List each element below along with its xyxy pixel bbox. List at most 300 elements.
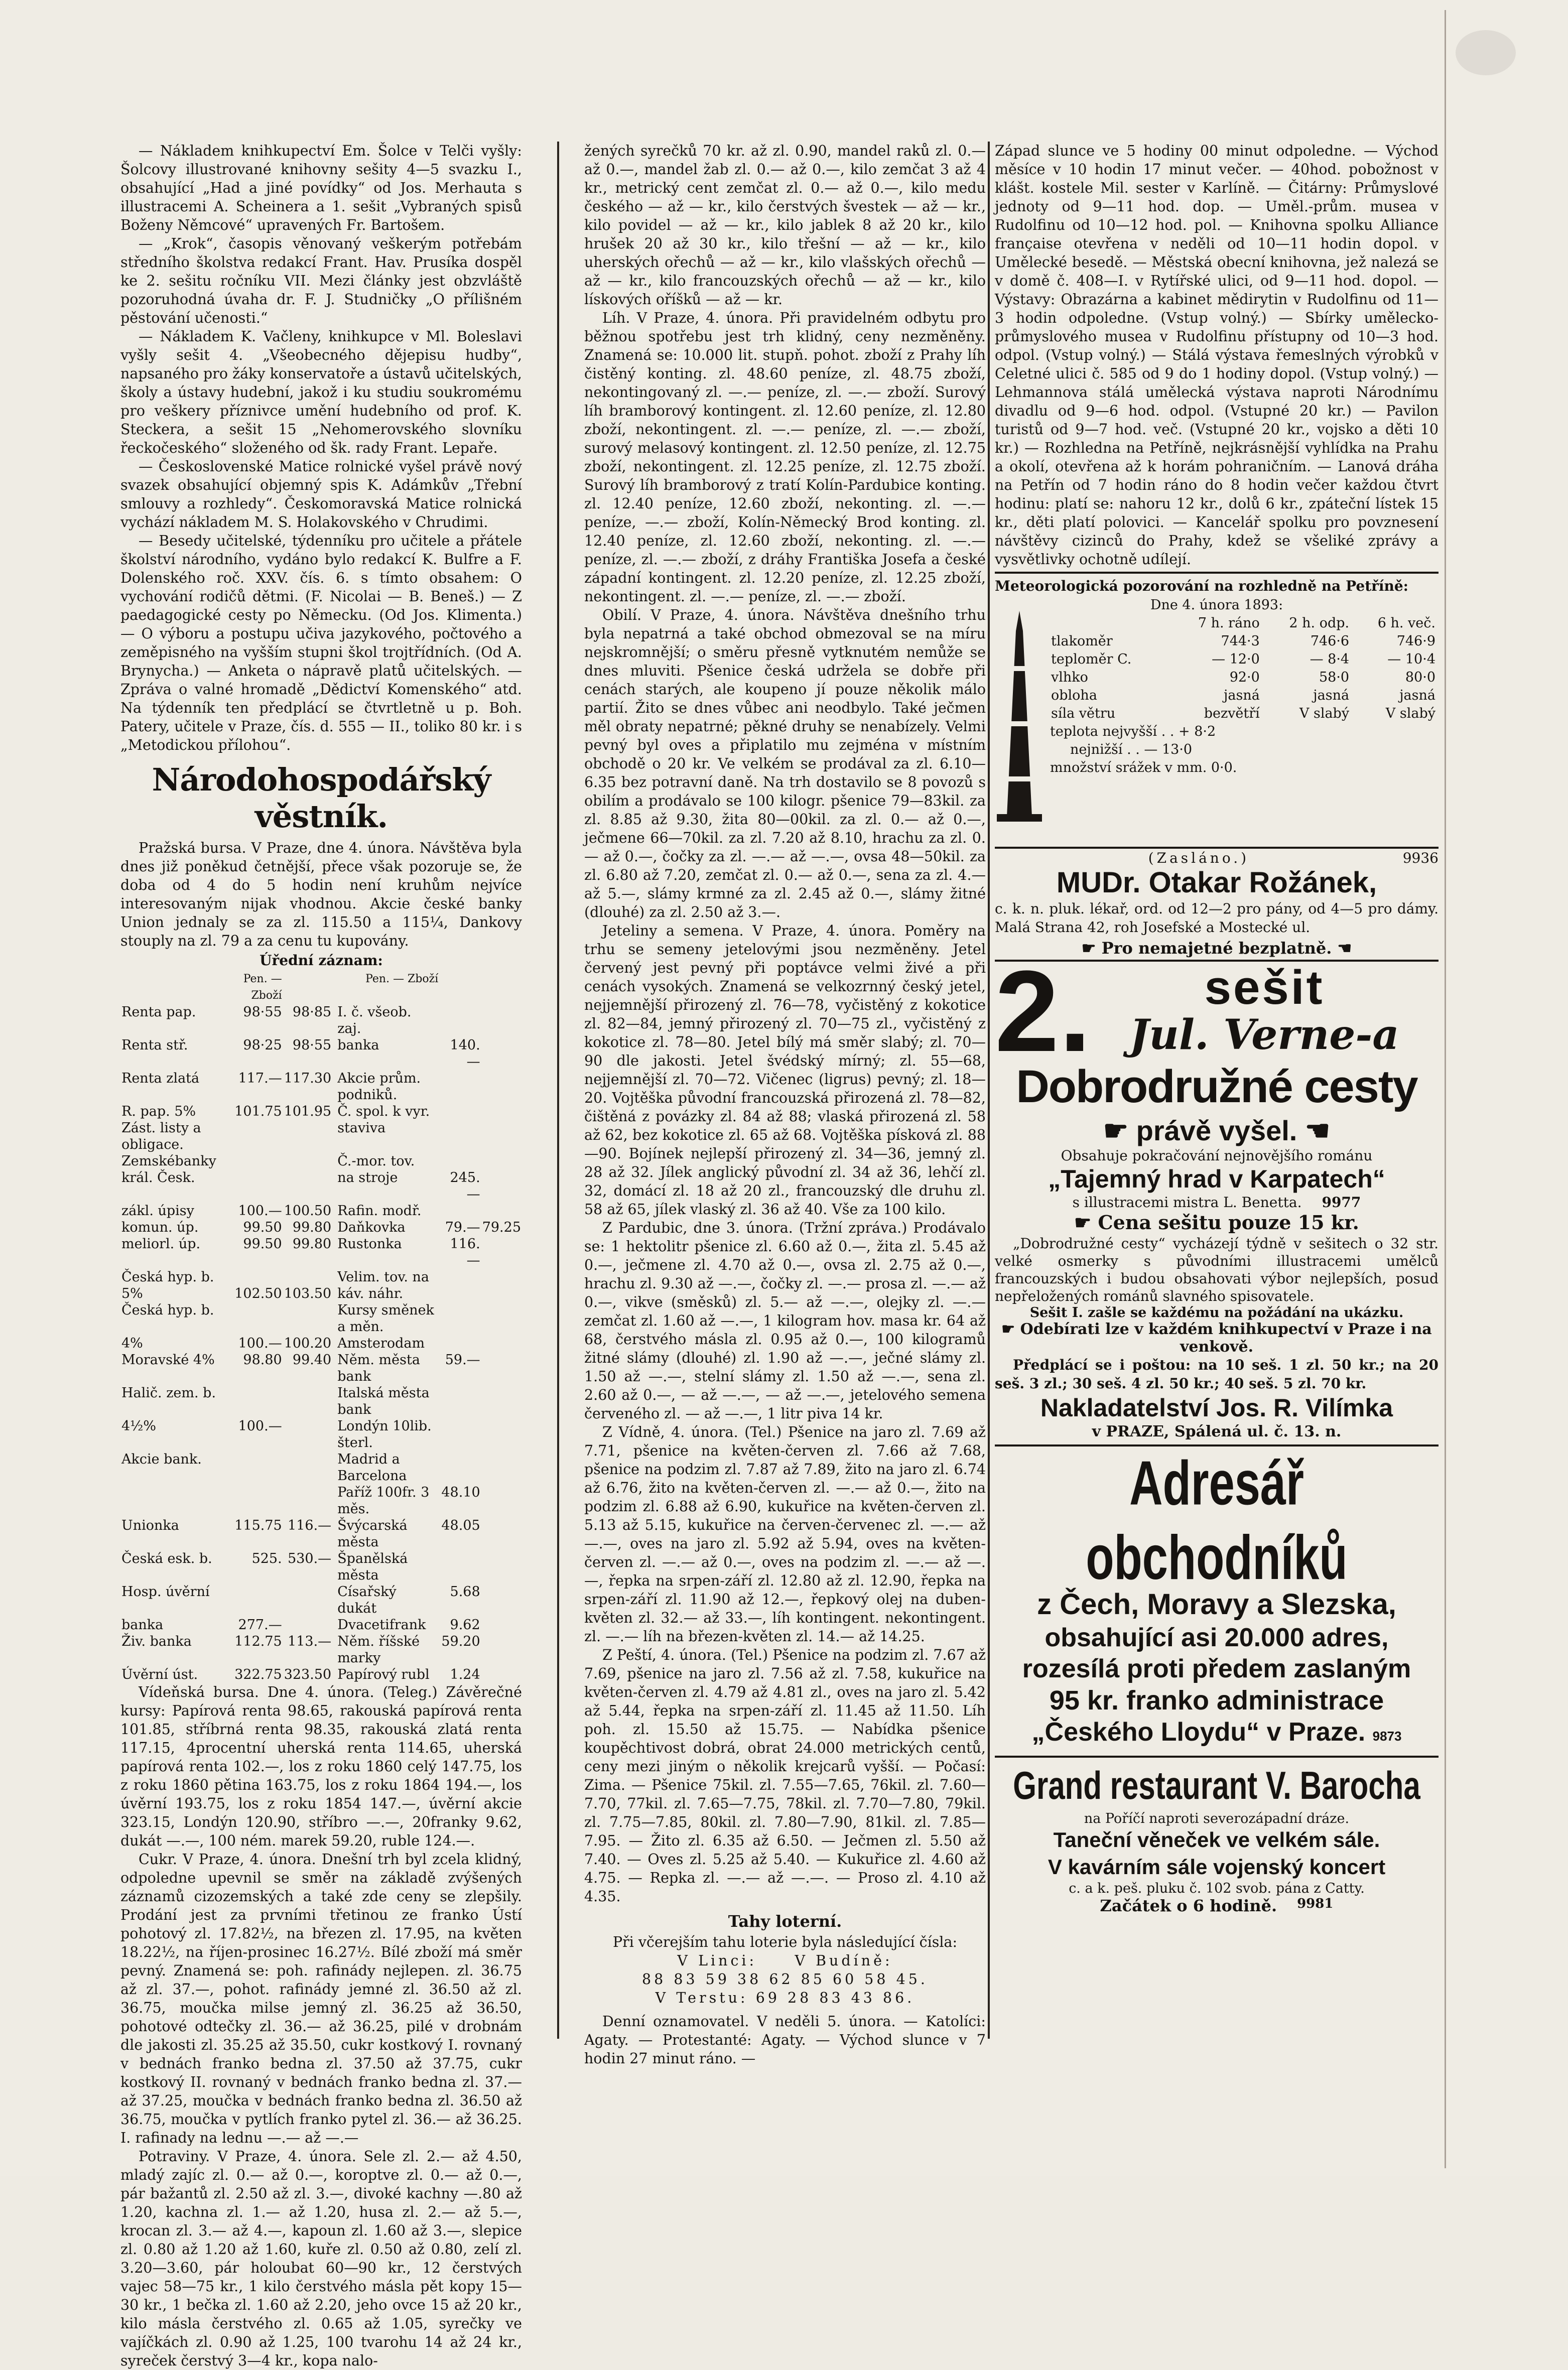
ad-directory-line: rozesílá proti předem zaslaným: [1022, 1654, 1411, 1683]
table-cell: 323.50: [284, 1667, 332, 1682]
table-cell: [481, 1153, 522, 1169]
table-cell: 102.50: [234, 1286, 282, 1301]
exchange-table-body: [120, 971, 522, 1683]
table-cell: 1.24: [450, 1667, 480, 1682]
table-row: [120, 1103, 522, 1120]
ad-line-text: Odebírati lze v každém knihkupectví v Praze i na venkově.: [1020, 1321, 1432, 1356]
ad-footer-text: Pro nemajetné bezplatně.: [1101, 939, 1332, 958]
table-cell: 99.50: [243, 1220, 282, 1235]
table-cell: [481, 1484, 522, 1517]
meteo-cell: [1050, 614, 1169, 632]
table-cell: [481, 1285, 522, 1302]
ad-body: „Dobrodružné cesty“ vycházejí týdně v sešitech o 32 str. velké osmerky s původními illustracemi umělců francouzských i budou obsahovati výbor nejlepších, posud nepřeložených románů slavného spisovatele.: [995, 1235, 1439, 1304]
table-cell: Hosp. úvěrní: [121, 1584, 210, 1600]
table-cell: Švýcarská města: [337, 1518, 408, 1550]
table-cell: Dvacetifrank: [337, 1617, 426, 1633]
table-cell: 48.10: [441, 1485, 480, 1500]
table-cell: Daňkovka: [337, 1220, 406, 1235]
table-cell: Renta stř.: [121, 1037, 188, 1053]
table-cell: 140.—: [450, 1037, 480, 1070]
ad-price-text: Cena sešitu pouze 15 kr.: [1098, 1211, 1359, 1234]
table-row: [120, 1070, 522, 1103]
table-cell: Halič. zem. b.: [121, 1385, 216, 1401]
column-right: [995, 142, 1439, 2039]
table-cell: [481, 1352, 522, 1385]
ad-header: [995, 850, 1439, 866]
column-middle: [584, 142, 986, 2067]
ad-directory-line: 95 kr. franko administrace: [1049, 1685, 1384, 1716]
table-cell: 99.80: [292, 1220, 332, 1235]
table-cell: Č. spol. k vyr.: [337, 1104, 430, 1119]
meteo-col-head: 7 h. ráno: [1198, 615, 1260, 631]
meteo-cell: obloha: [1051, 688, 1097, 703]
table-cell: [481, 1004, 522, 1037]
meteo-cell: — 10·4: [1387, 651, 1435, 667]
meteo-extra: teplota nejvyšší . . + 8·2: [1050, 724, 1216, 739]
table-row: [120, 1617, 522, 1633]
ad-publisher: Nakladatelství Jos. R. Vilímka: [1040, 1394, 1393, 1422]
news-paragraph: Denní oznamovatel. V neděli 5. února. — Katolíci: Agaty. — Protestanté: Agaty. — Východ slunce v 7 hodin 27 minut ráno. —: [584, 2013, 986, 2067]
ad-address: v PRAZE, Spálená ul. č. 13. n.: [1092, 1423, 1342, 1440]
table-row: [120, 971, 522, 1004]
table-cell: Španělská města: [337, 1551, 408, 1583]
ad-directory-line: obsahující asi 20.000 adres,: [1044, 1623, 1389, 1652]
table-cell: Renta pap.: [121, 1004, 196, 1020]
ad-verne-title-wrap: [1090, 961, 1439, 1059]
table-row: [120, 1302, 522, 1335]
table-cell: Italská města bank: [337, 1385, 430, 1417]
meteo-cell: 58·0: [1319, 670, 1350, 685]
table-row: [120, 1584, 522, 1617]
table-cell: [228, 1302, 283, 1335]
table-cell: banka: [121, 1617, 164, 1633]
table-cell: I. č. všeob. zaj.: [337, 1004, 412, 1036]
table-cell: 116.—: [288, 1518, 332, 1533]
news-paragraph: Cukr. V Praze, 4. února. Dnešní trh byl zcela klidný, odpoledne upevnil se směr na základě zvýšených záznamů cizozemských a také zde ceny se zlepšily. Prodání jest za prvními třetinou ze franko Ústí pohotový zl. 17.82½, na březen zl. 17.95, na květen 18.22½, na říjen-prosinec 16.27½. Bílé zboží má směr pevný. Znamená se: poh. rafinády nejlepen. zl. 36.75 až zl. 37.—, pohot. rafinády jemné zl. 36.50 až zl. 36.75, moučka milse jemný zl. 36.25 až 36.50, pohotové odtečky zl. 36.— až 36.25, pilé v drobnám dle jakosti zl. 35.25 až 35.50, cukr kostkový I. rovnaný v bednách franko bedna zl. 37.50 až 37.75, cukr kostkový II. rovnaný v bednách franko bedna zl. 37.— až 37.25, moučka v bednách franko bedna zl. 36.50 až 36.75, moučka v pytlích franko pytel zl. 36.— až 36.25. I. rafinady na lednu —.— až —.—: [120, 1851, 522, 2146]
meteo-title: Meteorologická pozorování na rozhledně na Petříně:: [995, 578, 1409, 594]
meteo-row: [1050, 632, 1436, 650]
table-cell: Velim. tov. na: [337, 1269, 430, 1285]
pointing-hand-icon: ☛: [1074, 1211, 1098, 1234]
table-row: [120, 1451, 522, 1484]
news-paragraph: Vídeňská bursa. Dne 4. února. (Teleg.) Závěrečné kursy: Papírová renta 98.65, rakouská papírová renta 101.85, stříbrná renta 98.35, rakouská zlatá renta 117.15, 4procentní uherská renta 114.65, uherská papírová renta 102.—, los z roku 1860 celý 147.75, los z roku 1860 pětina 163.75, los z roku 1864 194.—, los úvěrní 193.75, los z roku 1854 147.—, úvěrní akcie 323.15, Londýn 120.90, stříbro —.—, 20franky 9.62, dukát —.—, 100 ném. marek 59.20, ruble 124.—.: [120, 1684, 522, 1849]
table-cell: Amsterodam: [337, 1336, 425, 1351]
table-cell: Živ. banka: [121, 1634, 192, 1649]
pointing-hand-icon: ☛: [1001, 1321, 1020, 1338]
table-row: [120, 1037, 522, 1070]
page-edge-line: [1445, 10, 1446, 2168]
table-row: [120, 1120, 522, 1153]
table-cell: [283, 971, 332, 1004]
table-cell: Londýn 10lib. šterl.: [337, 1418, 432, 1451]
news-paragraph: Z Peští, 4. února. (Tel.) Pšenice na podzim zl. 7.67 až 7.69, pšenice na jaro zl. 7.56 až zl. 7.58, kukuřice na květen-červen zl. 4.79 až 4.81 zl., oves na jaro zl. 5.42 až 5.44, řepka na srpen-září zl. 11.45 až 11.50. Líh poh. zl. 15.50 až 15.75. — Nabídka pšenice koupěchtivost dobrá, obrat 24.000 metrických centů, ceny mezi jiným o několik krejcarů vyšší. — Počasí: Zima. — Pšenice 75kil. zl. 7.55—7.65, 76kil. zl. 7.60—7.70, 77kil. zl. 7.65—7.75, 78kil. zl. 7.70—7.80, 79kil. zl. 7.75—7.85, 80kil. zl. 7.80—7.90, 81kil. zl. 7.85—7.95. — Žito zl. 6.35 až 6.50. — Ječmen zl. 5.50 až 7.40. — Oves zl. 5.25 až 5.40. — Kukuřice zl. 4.60 až 4.75. — Repka zl. —.— až —.—. — Proso zl. 4.10 až 4.35.: [584, 1647, 986, 1905]
meteo-extra: množství srážek v mm. 0·0.: [1050, 760, 1237, 775]
news-paragraph: — Československé Matice rolnické vyšel právě nový svazek obsahující objemný spis K. Adámkův „Třební smlouvy a rozhledy“. Českomoravská Matice rolnická vychází nákladem M. S. Holakovského v Chrudimi.: [120, 458, 522, 531]
table-cell: 112.75: [234, 1634, 282, 1649]
table-cell: 100.50: [284, 1203, 332, 1219]
table-cell: 5.68: [450, 1584, 480, 1600]
ad-novel-title: „Tajemný hrad v Karpatech“: [1048, 1165, 1385, 1193]
table-cell: zákl. úpisy: [121, 1203, 194, 1219]
meteo-cell: teploměr C.: [1051, 651, 1132, 667]
table-cell: 4%: [121, 1336, 143, 1351]
meteo-table: [1050, 614, 1436, 723]
table-cell: [283, 1169, 332, 1203]
meteo-row: [1050, 669, 1436, 687]
ad-directory-sub: z Čech, Moravy a Slezska,: [1037, 1588, 1396, 1621]
lottery-cities: [584, 1951, 986, 1970]
table-cell: [481, 1335, 522, 1352]
meteo-cell: — 8·4: [1310, 651, 1350, 667]
table-cell: [283, 1584, 332, 1617]
table-cell: [283, 1120, 332, 1153]
table-cell: 103.50: [284, 1286, 332, 1301]
table-cell: [481, 1517, 522, 1550]
lottery-city: V Budíně:: [795, 1952, 893, 1969]
ad-directory-title: Adresář obchodníků: [1086, 1449, 1348, 1593]
column-divider-1: [557, 142, 559, 2039]
table-cell: 59.—: [445, 1352, 480, 1368]
meteo-cell: 746·9: [1396, 633, 1435, 649]
meteo-date: Dne 4. února 1893:: [1150, 597, 1283, 613]
table-cell: Papírový rubl: [337, 1667, 430, 1682]
ad-line: [995, 1321, 1439, 1356]
table-cell: 98·25: [243, 1037, 282, 1053]
ad-rozanek: [995, 847, 1439, 958]
meteo-row: [1050, 705, 1436, 723]
table-row: [120, 1153, 522, 1169]
table-cell: [439, 1285, 481, 1302]
table-cell: [481, 1584, 522, 1617]
table-cell: 117.—: [238, 1071, 282, 1086]
table-cell: Česká hyp. b.: [121, 1269, 214, 1285]
section-title: Národohospodářský věstník.: [152, 761, 491, 835]
table-cell: káv. náhr.: [337, 1286, 404, 1301]
petrin-tower-illustration: [997, 611, 1042, 822]
table-row: [120, 1484, 522, 1517]
table-cell: [481, 1103, 522, 1120]
table-cell: [228, 1120, 283, 1153]
table-cell: [439, 1418, 481, 1451]
ad-directory: [995, 1444, 1439, 1752]
table-cell: 530.—: [288, 1551, 332, 1566]
meteo-col-head: 6 h. več.: [1377, 615, 1435, 631]
table-cell: Unionka: [121, 1518, 179, 1533]
ad-code: 9981: [1297, 1896, 1334, 1911]
table-cell: [439, 1120, 481, 1153]
news-paragraph: Z Vídně, 4. února. (Tel.) Pšenice na jaro zl. 7.69 až 7.71, pšenice na květen-červen zl. 7.66 až 7.68, pšenice na podzim zl. 7.87 až 7.89, žito na jaro zl. 6.74 až 6.76, žito na květen-červen zl. —.— až 0.—, žito na podzim zl. 6.88 až 6.90, kukuřice na květen-červen zl. 5.13 až 5.15, kukuřice na červen-červenec zl. —.— až —.—, oves na jaro zl. 5.92 až 5.94, oves na květen-červen zl. —.— až 0.—, oves na podzim zl. —.— až —.—, řepka na srpen-září zl. 12.80 až zl. 12.90, řepka na srpen-září zl. 11.90 až 12.—, řepkový olej na duben-květen zl. 32.— až 33.—, líh kontingent. nekontingent. zl. —.— líh na březen-květen zl. 14.— až 14.25.: [584, 1424, 986, 1645]
meteo-cell: bezvětří: [1204, 706, 1260, 721]
table-cell: [481, 1617, 522, 1633]
news-paragraph: — „Krok“, časopis věnovaný veškerým potřebám středního školstva redakcí Frant. Hav. Prusíka dospěl ke 2. sešitu ročníku VII. Mezi články jest obzvláště pozoruhodná úvaha dr. F. J. Studničky „O přílišném pěstování učenosti.“: [120, 235, 522, 326]
table-cell: 98·55: [243, 1004, 282, 1020]
table-cell: [283, 1153, 332, 1169]
table-row: [120, 1269, 522, 1285]
meteo-cell: síla větru: [1051, 706, 1116, 721]
lottery-numbers: 88 83 59 38 62 85 60 58 45.: [642, 1971, 928, 1988]
table-cell: Česká hyp. b.: [121, 1302, 214, 1318]
table-cell: 100.—: [238, 1203, 282, 1219]
pointing-hand-icon: ☚: [1332, 939, 1352, 958]
ad-subscription: Předplácí se i poštou: na 10 seš. 1 zl. 50 kr.; na 20 seš. 3 zl.; 30 seš. 4 zl. 50 kr.; 40 seš. 5 zl. 70 kr.: [995, 1357, 1439, 1392]
table-cell: 322.75: [234, 1667, 282, 1682]
table-cell: [283, 1302, 332, 1335]
table-cell: [439, 1451, 481, 1484]
pointing-hand-icon: ☚: [1297, 1115, 1331, 1146]
table-cell: [481, 1120, 522, 1153]
table-cell: 113.—: [288, 1634, 332, 1649]
table-cell: Císařský dukát: [337, 1584, 397, 1616]
news-paragraph: — Besedy učitelské, týdenníku pro učitele a přátele školství národního, vydáno bylo redakcí K. Bulfre a F. Dolenského roč. XXV. čís. 6. s tímto obsahem: O vychování rodičů dětmi. (F. Nicolai — B. Beneš.) — Z paedagogické cesty po Německu. (Od Jos. Klimenta.) — O výboru a postupu učiva jazykového, počtového a zeměpisného na vyšším stupni škol trojtřídních. (Od A. Brynycha.) — Anketa o nápravě platů učitelských. — Zpráva o valné hromadě „Dědictví Komenského“ atd. Na týdenník ten předplácí se čtvrtletně u p. Boh. Patery, učitele v Praze, čís. d. 555 — II., toliko 80 kr. i s „Metodickou přílohou“.: [120, 533, 522, 753]
table-cell: [481, 1418, 522, 1451]
meteo-cell: jasná: [1313, 688, 1350, 703]
meteo-col-head: 2 h. odp.: [1289, 615, 1350, 631]
table-cell: 5%: [121, 1286, 143, 1301]
exchange-table: [120, 971, 522, 1683]
ad-restaurant-title: Grand restaurant V. Barocha: [1013, 1763, 1420, 1807]
table-cell: [481, 1269, 522, 1285]
table-cell: 245.—: [450, 1170, 480, 1202]
table-cell: 101.75: [234, 1104, 282, 1119]
ad-restaurant-line: Taneční věneček ve velkém sále.: [1053, 1828, 1380, 1852]
ad-restaurant-footer: [995, 1896, 1439, 1915]
meteo-cell: jasná: [1399, 688, 1435, 703]
news-paragraph: Pražská bursa. V Praze, dne 4. února. Návštěva byla dnes již poněkud četnější, přece však pozoruje se, že doba od 4 do 5 hodin není kruhům nejvíce interesovaným nijak vhodnou. Akcie české banky Union jednaly se za zl. 115.50 a 115¼, Dankovy stouply na zl. 79 a za cenu tu kupovány.: [120, 840, 522, 949]
table-cell: [228, 1584, 283, 1617]
table-cell: Rustonka: [337, 1236, 402, 1252]
table-cell: [120, 971, 228, 1004]
meteo-rows: [1050, 632, 1436, 723]
table-cell: [439, 971, 481, 1004]
table-row: [120, 1203, 522, 1219]
news-paragraph: žených syrečků 70 kr. až zl. 0.90, mandel raků zl. 0.— až 0.—, mandel žab zl. 0.— až 0.—, kilo zemčat 3 až 4 kr., metrický cent zemčat zl. 0.— až 0.—, kilo medu českého — až — kr., kilo čerstvých švestek — až — kr., kilo povidel — až — kr., kilo jablek 8 až 20 kr., kilo hrušek 20 až 30 kr., kilo třešní — až — kr., kilo uherských ořechů — až — kr., kilo vlašských ořechů — až — kr., kilo francouzských ořechů — až — kr., kilo lískových oříšků — až — kr.: [584, 143, 986, 308]
table-cell: [439, 1153, 481, 1169]
table-cell: 117.30: [284, 1071, 332, 1086]
table-cell: na stroje: [337, 1170, 398, 1186]
ad-code: 9873: [1372, 1729, 1402, 1744]
table-cell: 99.50: [243, 1236, 282, 1252]
table-cell: banka: [337, 1037, 379, 1053]
table-row: [120, 1550, 522, 1584]
table-cell: Úvěrní úst.: [121, 1667, 198, 1682]
table-cell: [481, 1385, 522, 1418]
table-cell: Rafin. modř.: [337, 1203, 422, 1219]
table-cell: 100.20: [284, 1336, 332, 1351]
table-cell: 99.40: [292, 1352, 332, 1368]
lottery-numbers: V Terstu: 69 28 83 43 86.: [655, 1990, 915, 2006]
ad-line: Sešit I. zašle se každému na požádání na ukázku.: [1029, 1305, 1404, 1321]
table-cell: Zemskébanky: [121, 1153, 216, 1169]
table-row: [120, 1219, 522, 1236]
table-cell: 100.—: [238, 1336, 282, 1351]
table-row: [120, 1352, 522, 1385]
table-cell: 115.75: [234, 1518, 282, 1533]
news-paragraph: Západ slunce ve 5 hodiny 00 minut odpoledne. — Východ měsíce v 10 hodin 17 minut večer. — 40hod. pobožnost v klášt. kostele Mil. sester v Karlíně. — Čitárny: Průmyslové jednoty od 9—11 hod. dop. — Uměl.-prům. musea v Rudolfinu od 10—12 hod. pol. — Knihovna spolku Alliance française otevřena v neděli od 10—11 hodin dopol. v Umělecké besedě. — Městská obecní knihovna, jež nalezá se v domě č. 408—I. v Rytířské ulici, od 9—11 hod. dopol. — Výstavy: Obrazárna a kabinet mědirytin v Rudolfinu od 11—3 hodin odpoledne. (Vstup volný.) — Sbírky umělecko-průmyslového musea v Rudolfinu přístupny od 10—3 hod. odpol. (Vstup volný.) — Stálá výstava řemeslných výrobků v Celetné ulici č. 585 od 9 do 1 hodiny dopol. (Vstup volný.) — Lehmannova stálá umělecká výstava naproti Národnímu divadlu od 9—6 hod. odpol. (Vstupné 20 kr.) — Pavilon turistů od 9—7 hod. več. (Vstupné 20 kr., vojsko a děti 10 kr.) — Rozhledna na Petříně, nejkrásnější vyhlídka na Prahu a okolí, otevřena až k horám pohraničním. — Lanová dráha na Petřín od 7 hodin ráno do 8 hodin večer každou čtvrt hodinu: platí se: nahoru 12 kr., dolů 6 kr., zpáteční lístek 15 kr., děti platí polovici. — Kancelář spolku pro povznesení návštěvy cizinců do Prahy, kdež se všeliké zprávy a vysvětlivky ochotně udílejí.: [995, 143, 1439, 568]
meteo-cell: 746·6: [1310, 633, 1350, 649]
meteo-row: [1050, 650, 1436, 669]
table-cell: Madrid a Barcelona: [337, 1452, 407, 1484]
meteo-cell: 80·0: [1405, 670, 1435, 685]
table-cell: [228, 1484, 283, 1517]
table-cell: [283, 1617, 332, 1633]
table-cell: [283, 1385, 332, 1418]
meteo-cell: tlakoměr: [1051, 633, 1113, 649]
table-cell: [283, 1484, 332, 1517]
table-row: [120, 1418, 522, 1451]
table-cell: [283, 1269, 332, 1285]
table-cell: Akcie bank.: [121, 1452, 202, 1467]
ad-restaurant-line: c. a k. peš. pluku č. 102 svob. pána z Catty.: [1069, 1881, 1365, 1896]
table-cell: 116.—: [450, 1236, 480, 1268]
table-cell: [481, 1236, 522, 1269]
meteo-cell: — 12·0: [1212, 651, 1260, 667]
ad-released-text: právě vyšel.: [1136, 1115, 1297, 1146]
news-paragraph: Obilí. V Praze, 4. února. Návštěva dnešního trhu byla nepatrná a také obchod obmezoval se na míru nejskromnější; o směru přesně vytknutém nemůže se dnes mluviti. Pšenice česká udržela se dobře při cenách starých, ale koupeno jí pouze několik málo partií. Žito se dnes vůbec ani neodbylo. Také ječmen měl obraty nepatrné; pěkné druhy se nenabízely. Velmi pevný byl oves a připlatilo mu zejména v místním obchodě o 20 kr. Ve velkém se prodával za zl. 6.10—6.35 bez potravní daně. Na trh dostavilo se 8 povozů s obilím a prodávalo se 100 kilogr. pšenice 79—83kil. za zl. 8.85 až 9.30, žita 80—00kil. za zl. 0.— až 0.—, ječmene 66—70kil. za zl. 7.20 až 8.10, hrachu za zl. 0.— až 0.—, čočky za zl. —.— až —.—, ovsa 48—50kil. za zl. 6.80 až 7.20, zemčat zl. 0.— až 0.—, sena za zl. 4.— až 5.—, slámy krmné za zl. 2.45 až 0.—, slámy žitné (dlouhé) za zl. 2.50 až 3.—.: [584, 607, 986, 920]
news-paragraph: — Nákladem knihkupectví Em. Šolce v Telči vyšly: Šolcovy illustrované knihovny sešity 4—5 svazku I., obsahující „Had a jiné povídky“ od Jos. Merhauta s illustracemi A. Scheinera a 1. sešit „Vybraných spisů Boženy Němcové“ upravených Fr. Bartošem.: [120, 143, 522, 233]
table-cell: [228, 1169, 283, 1203]
table-cell: Kursy směnek a měn.: [337, 1302, 434, 1335]
ad-illustrators-row: [995, 1194, 1439, 1211]
table-cell: Č.-mor. tov.: [337, 1153, 415, 1169]
lottery-city: V Linci:: [677, 1952, 757, 1969]
table-cell: R. pap. 5%: [121, 1104, 196, 1119]
table-cell: [120, 1484, 228, 1517]
table-cell: [439, 1385, 481, 1418]
table-cell: [481, 1037, 522, 1070]
meteo-cell: 744·3: [1221, 633, 1260, 649]
table-cell: [481, 1550, 522, 1584]
ad-code: 9936: [1402, 850, 1439, 866]
table-cell: [481, 1203, 522, 1219]
meteo-cell: 92·0: [1229, 670, 1260, 685]
table-row: [120, 1633, 522, 1666]
ad-released: [995, 1114, 1439, 1147]
news-paragraph: Potraviny. V Praze, 4. února. Sele zl. 2.— až 4.50, mladý zajíc zl. 0.— až 0.—, koroptve zl. 0.— až 0.—, pár bažantů zl. 2.50 až zl. 3.—, divoké kachny —.80 až 1.20, kachna zl. 1.— až 1.20, husa zl. 2.— až 5.—, krocan zl. 3.— až 4.—, kapoun zl. 1.60 až 3.—, slepice zl. 0.80 až 1.20 až 1.60, kuře zl. 0.50 až 0.80, zelí zl. 3.20—3.60, pár holoubat 60—90 kr., 12 čerstvých vajec 58—75 kr., 1 kilo čerstvého másla pět kopy 15—30 kr., 1 bečka zl. 1.60 až 2.20, jeho ovce 15 až 20 kr., kilo másla čerstvého zl. 0.65 až 1.05, syrečky ve vajíčkách zl. 0.90 až 1.25, 100 tvarohu 14 až 24 kr., syreček čerstvý 3—4 kr., kopa nalo-: [120, 2148, 522, 2369]
table-row: [120, 1169, 522, 1203]
ad-restaurant-sub: na Poříčí naproti severozápadní dráze.: [1084, 1811, 1350, 1826]
ad-illustrators: s illustracemi mistra L. Benetta.: [1072, 1194, 1302, 1211]
ad-series-title: Dobrodružné cesty: [1016, 1061, 1417, 1112]
table-cell: [481, 971, 522, 1004]
meteo-cell: jasná: [1224, 688, 1260, 703]
ad-directory-line-text: „Českého Lloydu“ v Praze.: [1031, 1718, 1366, 1747]
table-cell: král. Česk.: [121, 1170, 195, 1186]
table-cell: Moravské 4%: [121, 1352, 215, 1368]
pointing-hand-icon: ☛: [1103, 1115, 1136, 1146]
news-paragraph: Z Pardubic, dne 3. února. (Tržní zpráva.) Prodávalo se: 1 hektolitr pšenice zl. 6.60 až 0.—, žita zl. 5.45 až 0.—, ječmene zl. 4.70 až 0.—, ovsa zl. 2.75 až 0.—, hrachu zl. 9.30 až —.—, čočky zl. —.— prosa zl. —.— až 0.—, vikve (směsků) zl. 5.— až —.—, olejky zl. —.— zemčat zl. 1.60 až —.—, 1 kilogram hov. masa kr. 64 až 68, čerstvého másla zl. 0.95 až 0.—, 100 kilogramů žitné slámy (dlouhé) zl. 1.90 až —.—, ječné slámy zl. 1.50 až —.—, stelní slámy zl. 1.50 až —.—, sena zl. 2.60 až 0.—, — až —.—, — až —.—, jetelového semena červeného zl. — až —.—, 1 litr piva 14 kr.: [584, 1220, 986, 1422]
table-row: [120, 1335, 522, 1352]
table-cell: Pen. — Zboží: [243, 973, 282, 1002]
ad-doctor-name: MUDr. Otakar Rožánek,: [1056, 866, 1377, 899]
meteo-cell: vlhko: [1051, 670, 1088, 685]
ad-author: Jul. Verne-a: [1129, 1011, 1399, 1059]
meteo-cell: V slabý: [1385, 706, 1435, 721]
table-cell: [228, 1153, 283, 1169]
table-cell: Zást. listy a obligace.: [121, 1120, 201, 1152]
table-cell: 98·85: [292, 1004, 332, 1020]
table-cell: [439, 1203, 481, 1219]
table-cell: 79.—: [445, 1220, 480, 1235]
meteo-row: [1050, 687, 1436, 705]
column-left: [120, 142, 522, 2369]
table-cell: 48.05: [441, 1518, 480, 1533]
table-cell: [228, 1451, 283, 1484]
table-cell: [283, 1451, 332, 1484]
table-cell: meliorl. úp.: [121, 1236, 201, 1252]
ad-restaurant-start: Začátek o 6 hodině.: [1100, 1896, 1277, 1915]
table-cell: Renta zlatá: [121, 1071, 200, 1086]
ad-issue-word: sešit: [1204, 961, 1325, 1014]
table-cell: [481, 1070, 522, 1103]
ad-restaurant: [995, 1756, 1439, 1915]
table-cell: 101.95: [284, 1104, 332, 1119]
table-cell: [228, 1385, 283, 1418]
table-cell: Paříž 100fr. 3 měs.: [337, 1485, 430, 1517]
table-cell: [228, 1269, 283, 1285]
table-cell: [481, 1451, 522, 1484]
table-cell: [283, 1418, 332, 1451]
table-cell: [481, 1633, 522, 1666]
ad-note: (Zasláno.): [1148, 850, 1250, 866]
table-cell: 100.—: [238, 1418, 282, 1434]
lottery-intro: Při včerejším tahu loterie byla následující čísla:: [612, 1934, 958, 1950]
ad-issue-number: 2.: [995, 947, 1091, 1076]
table-cell: [439, 1302, 481, 1335]
table-row: [120, 1004, 522, 1037]
table-cell: Něm. říšské marky: [337, 1634, 420, 1666]
table-cell: komun. úp.: [121, 1220, 199, 1235]
table-cell: [439, 1550, 481, 1584]
table-cell: 9.62: [450, 1617, 480, 1633]
table-cell: 525.: [251, 1551, 282, 1566]
table-row: [120, 1285, 522, 1302]
table-cell: [481, 1169, 522, 1203]
table-cell: [439, 1269, 481, 1285]
table-row: [120, 1517, 522, 1550]
table-cell: [481, 1302, 522, 1335]
ad-doctor-text: c. k. n. pluk. lékař, ord. od 12—2 pro pány, od 4—5 pro dámy. Malá Strana 42, roh Josefské a Mostecké ul.: [995, 900, 1439, 936]
table-cell: [439, 1004, 481, 1037]
lottery-title: Tahy loterní.: [728, 1912, 842, 1931]
table-cell: [481, 1666, 522, 1683]
table-cell: 98·55: [292, 1037, 332, 1053]
table-cell: [439, 1103, 481, 1120]
meteo-extra: nejnižší . . — 13·0: [1070, 742, 1193, 757]
news-paragraph: — Nákladem K. Vačleny, knihkupce v Ml. Boleslavi vyšly sešit 4. „Všeobecného dějepisu hudby“, napsaného pro žáky konservatoře a ústavů učitelských, školy a ústavy hudební, jakož i ku studiu soukromému pro veškery příznivce umění hudebního od prof. K. Steckera, a sešit 15 „Nehomerovského slovníku řeckočeského“ složeného od šk. rady Frant. Lepaře.: [120, 328, 522, 456]
table-heading: Úřední záznam:: [259, 952, 383, 969]
ad-line: Obsahuje pokračování nejnovějšího románu: [1061, 1147, 1373, 1164]
table-cell: staviva: [337, 1120, 386, 1136]
table-cell: [439, 1070, 481, 1103]
ad-price: [995, 1211, 1439, 1235]
table-cell: [439, 1335, 481, 1352]
meteo-block: [995, 572, 1439, 847]
column-divider-2: [988, 142, 990, 2039]
table-cell: 4½%: [121, 1418, 157, 1434]
table-cell: 277.—: [238, 1617, 282, 1633]
meteo-cell: V slabý: [1299, 706, 1350, 721]
news-paragraph: Jeteliny a semena. V Praze, 4. února. Poměry na trhu se semeny jetelovými jsou nezměněny. Jetel červený jest pevný při poptávce velmi živé a při cenách vysokých. Znamená se velkozrnný český jetel, nejjemnější přirozený zl. 76—78, vyčistěný z kokotice zl. 82—84, jemný přirozený zl. 70—75 zl., vyčistěný z kokotice zl. 78—80. Jetel bílý má směr slabý; zl. 70—90 dle jakosti. Jetel švédský mírný; zl. 55—68, nejjemnější zl. 70—72. Vičenec (ligrus) pevný; zl. 18—20. Vojtěška původní francouzská přirozená zl. 78—82, čištěná z povázky zl. 84 až 88; vlaská přirozená zl. 58 až 62, bez kokotice zl. 65 až 68. Vojtěška písková zl. 88—90. Bojínek nejlepší přirozený zl. 34—36, jemný zl. 28 až 32. Jílek anglický původní zl. 34 až 36, lehčí zl. 32, domácí zl. 18 až 20 zl., francouzský dle druhu zl. 58 až 65, jílek vlaský zl. 36 až 40. Vše za 100 kilo.: [584, 923, 986, 1218]
table-row: [120, 1236, 522, 1269]
table-cell: Pen. — Zboží: [365, 973, 439, 985]
ad-directory-line: [995, 1717, 1439, 1752]
paper-stain: [1456, 30, 1516, 75]
table-row: [120, 1666, 522, 1683]
news-paragraph: Líh. V Praze, 4. února. Při pravidelném odbytu pro běžnou spotřebu jest trh klidný, ceny nezměněny. Znamená se: 10.000 lit. stupň. pohot. zboží z Prahy líh čistěný konting. zl. 48.60 peníze, zl. 48.75 zboží, nekontingovaný zl. —.— peníze, zl. —.— zboží. Surový líh bramborový kontingent. zl. 12.60 peníze, zl. 12.80 zboží, nekontingent. zl. —.— peníze, zl. —.— zboží, surový melasový kontingent. zl. 12.50 peníze, zl. 12.75 zboží, nekontingent. zl. 12.25 peníze, zl. 12.75 zboží. Surový líh bramborový z tratí Kolín-Pardubice konting. zl. 12.40 peníze, 12.60 zboží, nekonting. zl. —.— peníze, —.— zboží, Kolín-Německý Brod konting. zl. 12.40 peníze, zl. 12.60 zboží, nekonting. zl. —.— peníze, zl. —.— zboží, z dráhy Františka Josefa a české západní kontingent. zl. 12.20 peníze, zl. 12.25 zboží, nekontingent. zl. —.— peníze, zl. —.— zboží.: [584, 310, 986, 605]
table-cell: Akcie prům. podniků.: [337, 1071, 421, 1103]
ad-code: 9977: [1322, 1194, 1361, 1211]
table-cell: 79.25: [482, 1220, 521, 1235]
